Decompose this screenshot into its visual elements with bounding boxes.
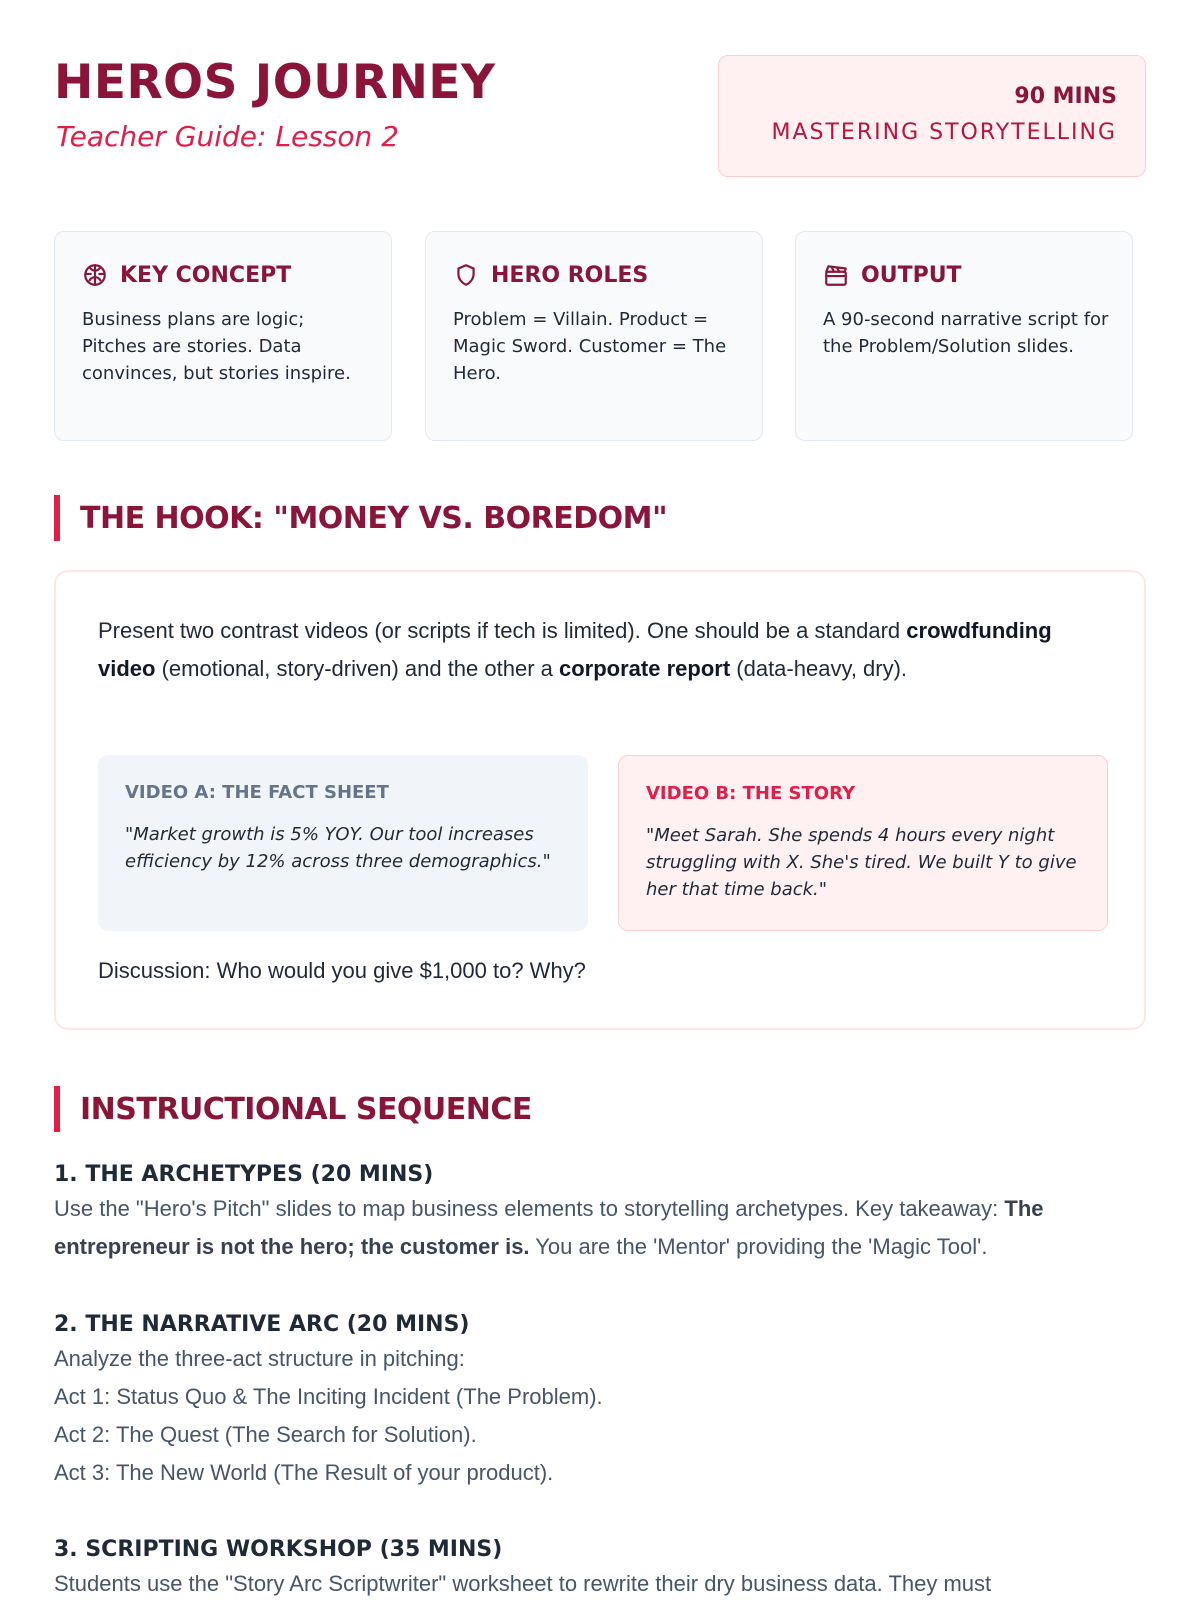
badge-duration: 90 MINS (1014, 84, 1117, 109)
video-a-quote: "Market growth is 5% YOY. Our tool increases efficiency by 12% across three demographics." (125, 824, 551, 872)
section-title: INSTRUCTIONAL SEQUENCE (80, 1091, 532, 1127)
hook-intro-text: (data-heavy, dry). (730, 656, 908, 681)
hook-intro-text: Present two contrast videos (or scripts if tech is limited). One should be a standard (98, 618, 907, 643)
page-title: HEROS JOURNEY (54, 55, 496, 110)
step-line: Act 2: The Quest (The Search for Solution). (54, 1422, 477, 1447)
card-title: KEY CONCEPT (120, 262, 292, 288)
card-header (453, 262, 648, 288)
section-title: THE HOOK: "MONEY VS. BOREDOM" (80, 500, 668, 536)
hook-intro (98, 612, 1088, 688)
video-b-card (618, 755, 1108, 931)
step-line: Analyze the three-act structure in pitching: (54, 1346, 465, 1371)
section-heading-sequence (54, 1086, 532, 1132)
card-body: Business plans are logic; Pitches are stories. Data convinces, but stories inspire. (82, 309, 351, 384)
hook-intro-text: (emotional, story-driven) and the other a (155, 656, 559, 681)
video-a-card (98, 755, 588, 931)
video-b-quote: "Meet Sarah. She spends 4 hours every night struggling with X. She's tired. We built Y to give her that time back." (646, 825, 1077, 900)
badge-label: MASTERING STORYTELLING (771, 120, 1117, 145)
hook-intro-bold: crowdfunding video (98, 618, 1052, 681)
video-a-title: VIDEO A: THE FACT SHEET (125, 782, 389, 803)
step-line: Act 1: Status Quo & The Inciting Incident (The Problem). (54, 1384, 603, 1409)
hook-intro-bold: corporate report (559, 656, 731, 681)
step-text (54, 1190, 1154, 1266)
section-heading-hook (54, 495, 667, 541)
step-archetypes (54, 1160, 1154, 1266)
step-title: 1. THE ARCHETYPES (20 MINS) (54, 1162, 434, 1187)
step-narrative-arc (54, 1310, 1154, 1492)
card-title: OUTPUT (861, 262, 962, 288)
card-body: A 90-second narrative script for the Problem/Solution slides. (823, 309, 1109, 357)
discussion-prompt: Discussion: Who would you give $1,000 to? Why? (98, 958, 586, 983)
duration-badge (718, 55, 1146, 177)
hook-box (54, 570, 1146, 1030)
summary-cards (54, 231, 1146, 441)
step-title: 2. THE NARRATIVE ARC (20 MINS) (54, 1312, 470, 1337)
card-output (795, 231, 1133, 441)
step-text: Students use the "Story Arc Scriptwriter" worksheet to rewrite their dry business data. They must (54, 1571, 992, 1596)
card-hero-roles (425, 231, 763, 441)
step-title: 3. SCRIPTING WORKSHOP (35 MINS) (54, 1537, 503, 1562)
clapperboard-icon (823, 262, 849, 288)
card-key-concept (54, 231, 392, 441)
card-header (82, 262, 291, 288)
video-b-title: VIDEO B: THE STORY (646, 783, 855, 804)
step-scripting-workshop (54, 1535, 1154, 1600)
step-text-bold: The entrepreneur is not the hero; the customer is. (54, 1196, 1044, 1259)
step-text-part: You are the 'Mentor' providing the 'Magic Tool'. (529, 1234, 988, 1259)
card-header (823, 262, 962, 288)
card-body: Problem = Villain. Product = Magic Sword. Customer = The Hero. (453, 309, 727, 384)
shield-icon (453, 262, 479, 288)
page-subtitle: Teacher Guide: Lesson 2 (56, 120, 399, 153)
step-line: Act 3: The New World (The Result of your product). (54, 1460, 554, 1485)
brain-icon (82, 262, 108, 288)
card-title: HERO ROLES (491, 262, 649, 288)
step-text-part: Use the "Hero's Pitch" slides to map business elements to storytelling archetypes. Key takeaway: (54, 1196, 1005, 1221)
page-header (54, 55, 1146, 175)
